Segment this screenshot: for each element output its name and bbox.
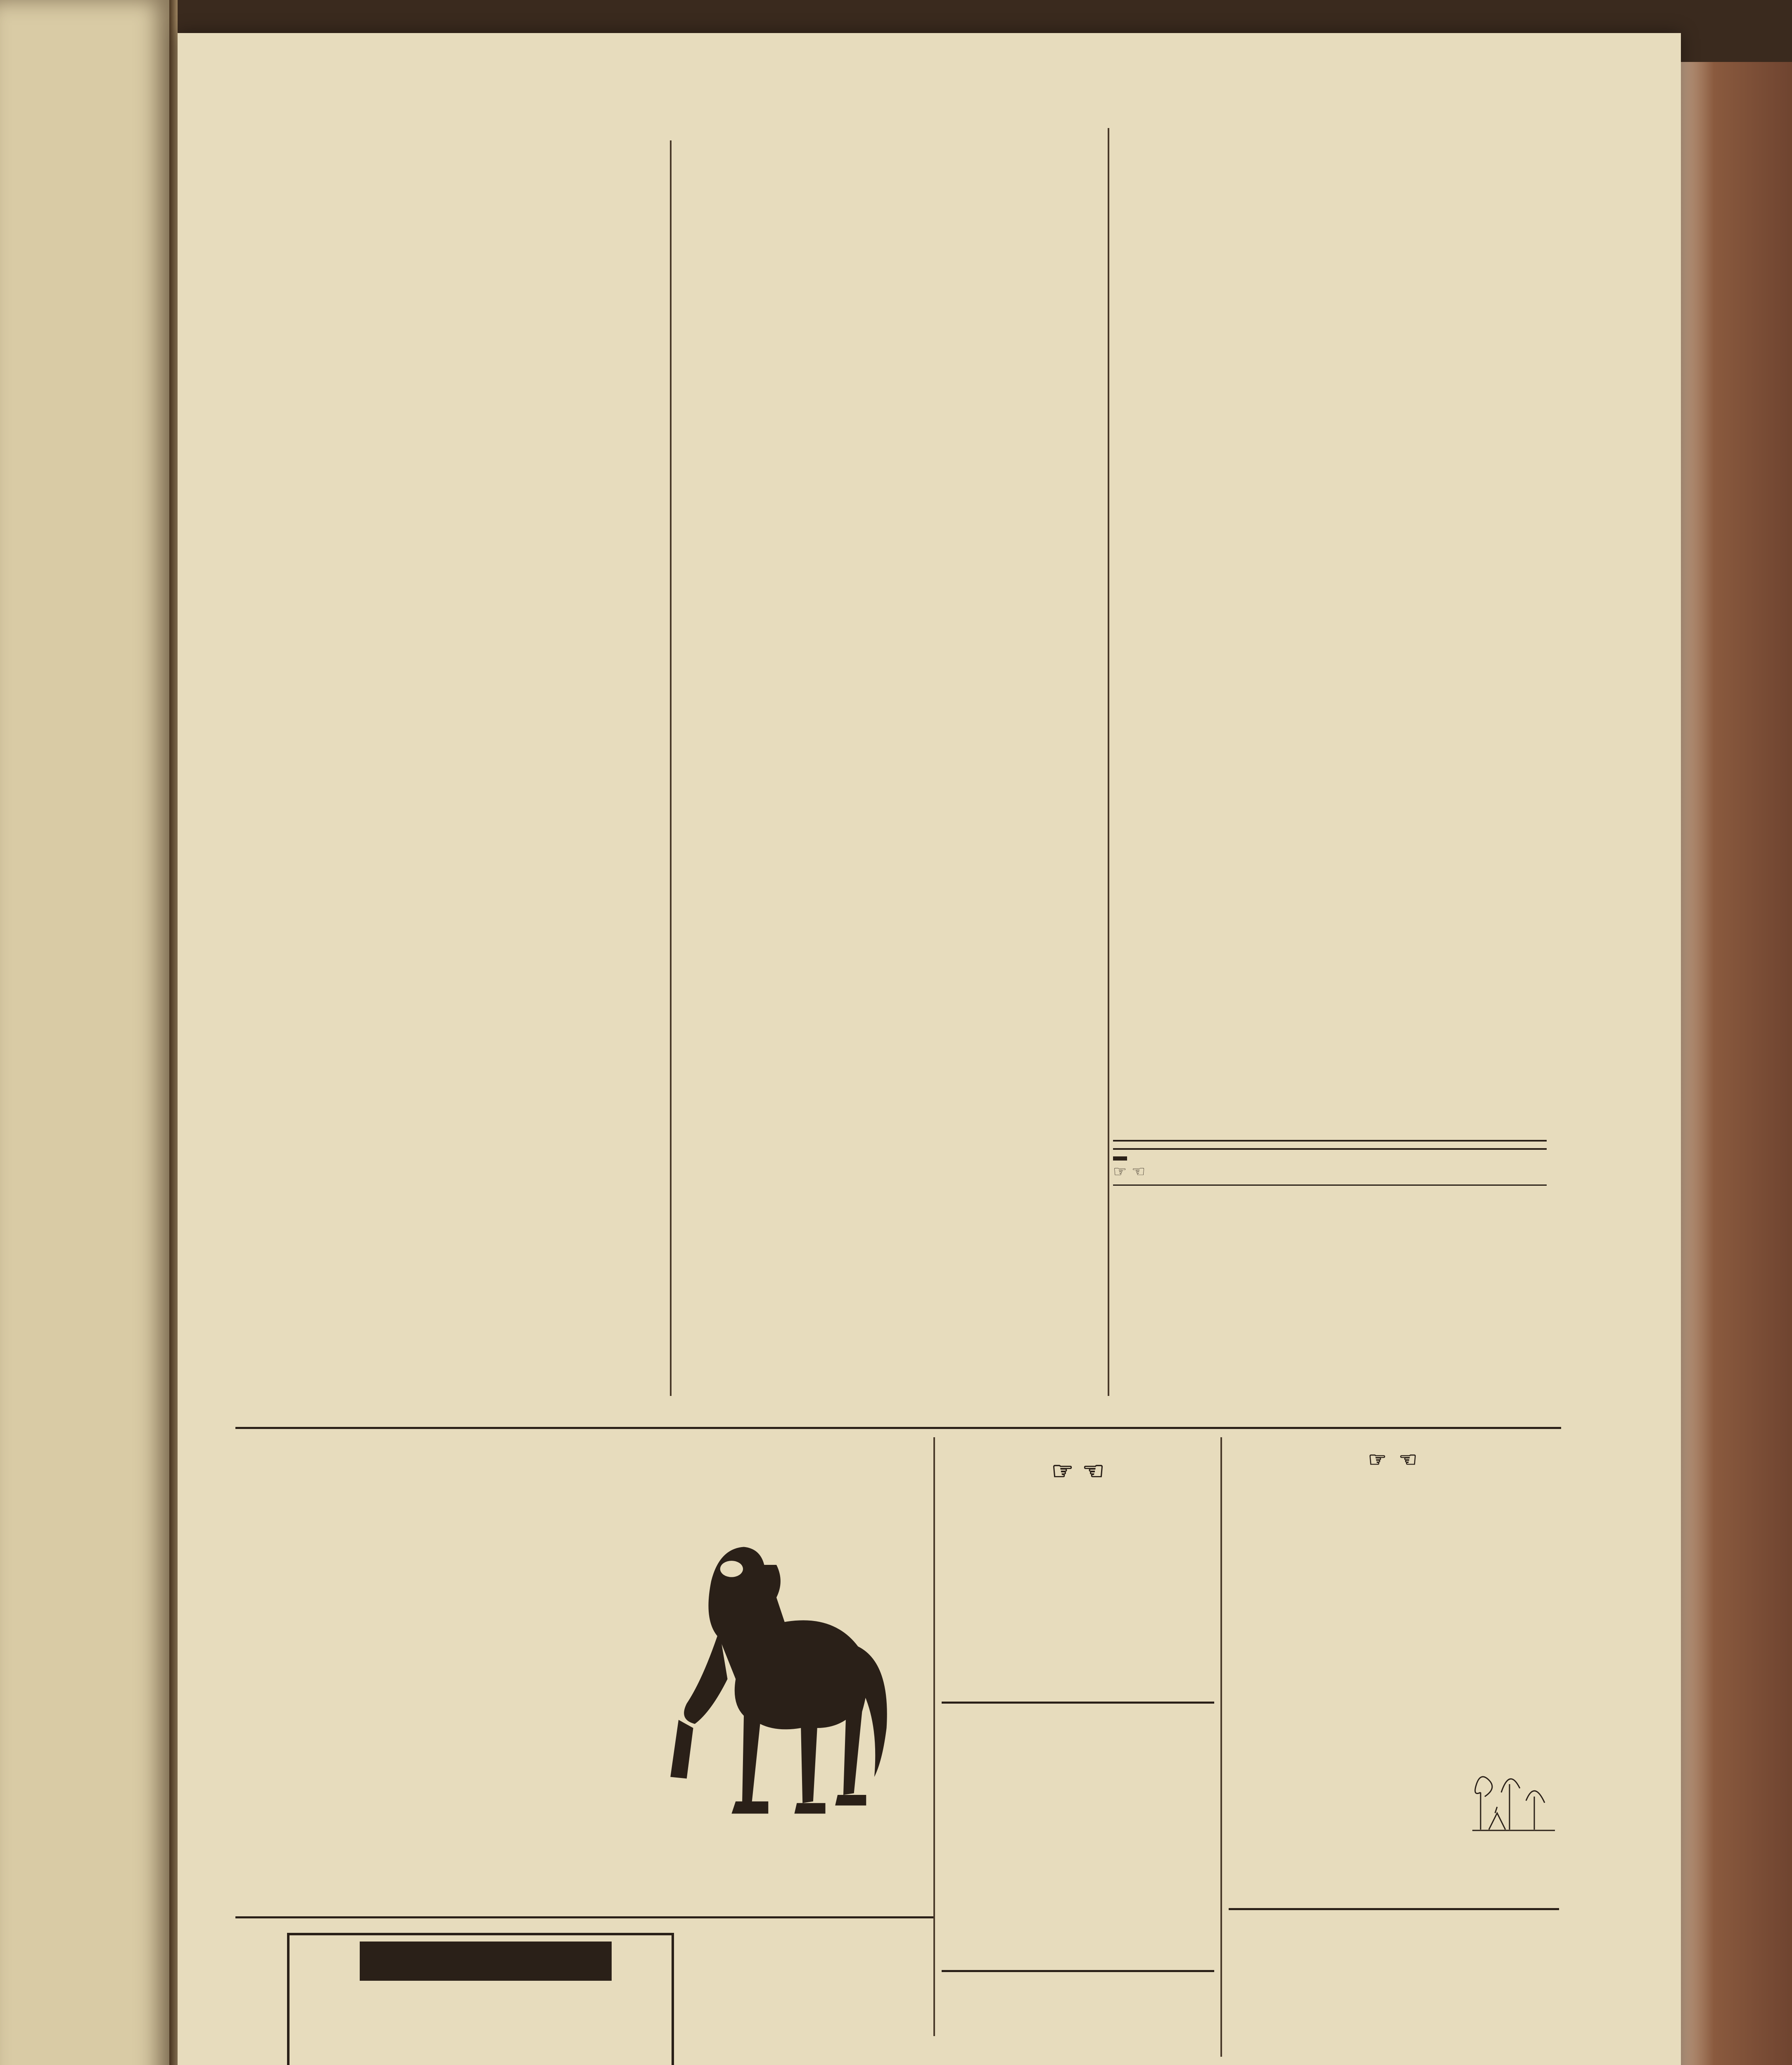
column-rule-2 <box>1108 128 1109 1396</box>
pointing-hand-icon: ☞ <box>1368 1447 1399 1472</box>
pointing-hand-icon: ☞ <box>1051 1457 1082 1486</box>
wk-brand <box>360 1942 612 1981</box>
ads-mid-rule <box>235 1916 933 1918</box>
ad-patenbriefe <box>942 1978 1214 2048</box>
ads-top-rule <box>235 1427 1561 1429</box>
pointing-hand-icon: ☜ <box>1082 1457 1105 1486</box>
pointing-hand-icon: ☞ <box>1113 1163 1132 1180</box>
ads-rule-2 <box>1220 1437 1222 2057</box>
waschkoenig-editorial <box>1113 1140 1547 1150</box>
column-rule-1 <box>670 140 672 1396</box>
imprint <box>1113 1184 1547 1188</box>
ad-waschkoenig <box>287 1933 674 2065</box>
news-column-3 <box>1113 128 1547 1165</box>
ad-gesangbuecher <box>1229 1929 1559 2053</box>
ads-rule-1 <box>933 1437 935 2036</box>
newspaper-page <box>178 33 1681 2065</box>
ad-leichtsteine <box>942 1710 1214 1941</box>
anzeigen-word <box>1113 1156 1127 1161</box>
pointing-hand-icon: ☜ <box>1131 1163 1146 1180</box>
left-facing-page <box>0 0 169 2065</box>
pointing-hand-icon: ☜ <box>1398 1447 1420 1472</box>
forest-illustration <box>1470 1768 1557 1834</box>
ads-rule-knecht <box>942 1970 1214 1972</box>
anzeigen-notice <box>1113 1140 1547 1388</box>
book-gutter <box>169 0 178 2065</box>
horse-illustration <box>648 1532 904 1858</box>
news-column-2 <box>675 132 1103 1396</box>
ads-rule-tuch <box>942 1702 1214 1704</box>
news-column-1 <box>248 132 665 1396</box>
book-binding-edge <box>1681 62 1792 2065</box>
ads-rule-nagold <box>1229 1908 1559 1910</box>
ad-tuch <box>942 1437 1214 1693</box>
